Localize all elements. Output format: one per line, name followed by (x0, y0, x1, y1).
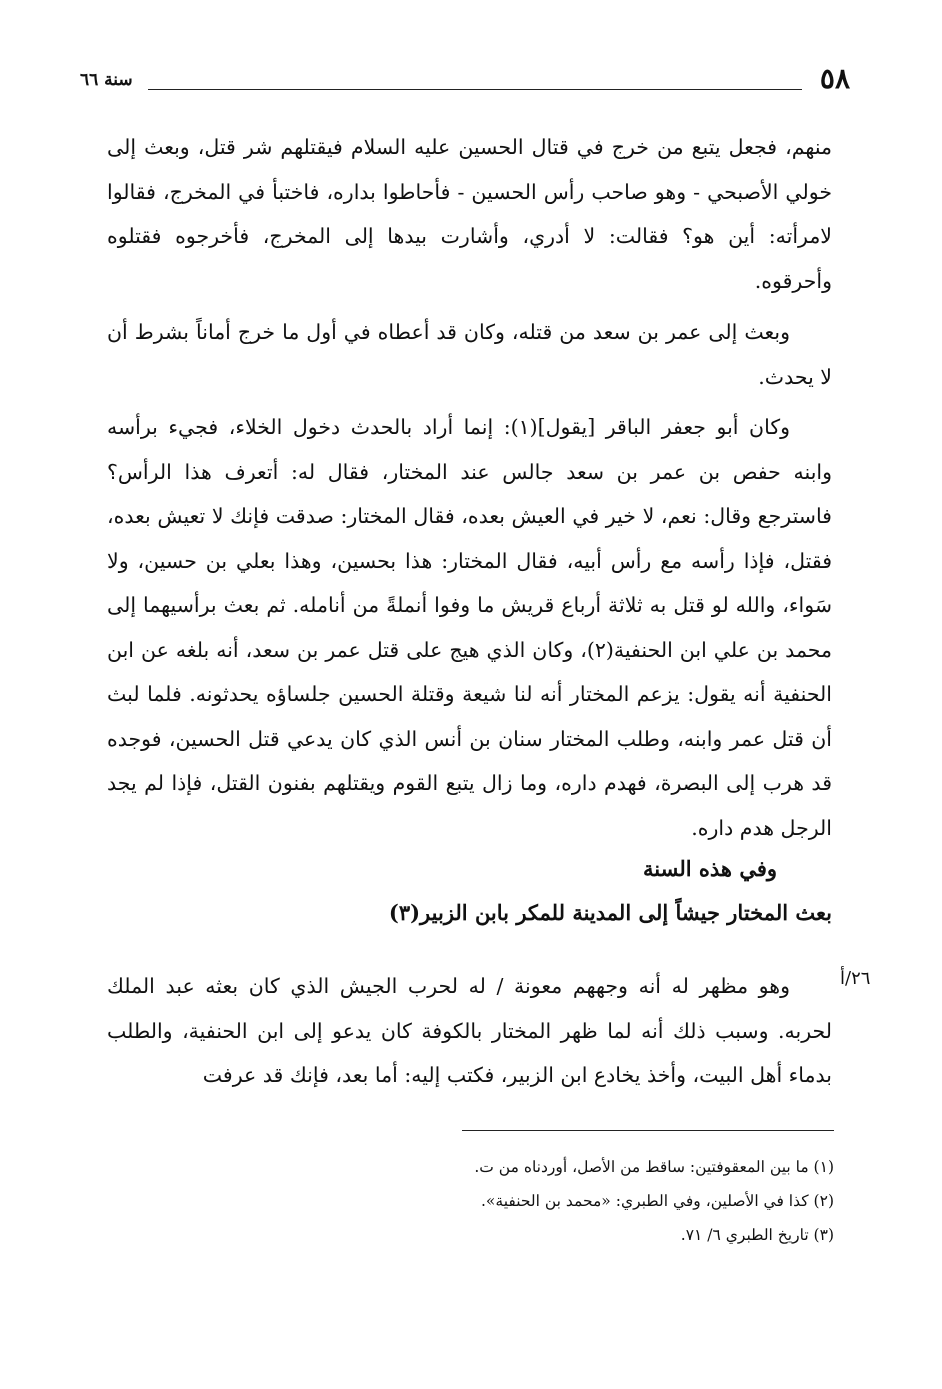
section-heading-title: بعث المختار جيشاً إلى المدينة للمكر بابن الزبير(٣) (388, 900, 832, 925)
paragraph-4: وهو مظهر له أنه وجههم معونة / له لحرب الجيش الذي كان بعثه عبد الملك لحربه. وسبب ذلك أنه لما ظهر المختار بالكوفة كان يدعو إلى ابن الحنفية، والطلب بدماء أهل البيت، وأخذ يخادع ابن الزبير، فكتب إليه: أما بعد، فإنك قد عرفت (107, 974, 832, 1087)
paragraph-1: منهم، فجعل يتبع من خرج في قتال الحسين عليه السلام فيقتلهم شر قتل، وبعث إلى خولي الأصبحي - وهو صاحب رأس الحسين - فأحاطوا بداره، فاختبأ في المخرج، فقالوا لامرأته: أين هو؟ فقالت: لا أدري، وأشارت بيدها إلى المخرج، فأخرجوه فقتلوه وأحرقوه. (107, 135, 832, 293)
page-number: ٥٨ (819, 62, 850, 95)
manuscript-folio-note: ٢٦/أ (840, 968, 871, 989)
paragraph-2: وبعث إلى عمر بن سعد من قتله، وكان قد أعطاه في أول ما خرج أماناً بشرط أن لا يحدث. (107, 320, 832, 389)
footnote-1: (١) ما بين المعقوفتين: ساقط من الأصل، أوردناه من ت. (474, 1158, 834, 1176)
header-rule (148, 89, 802, 90)
paragraph-3: وكان أبو جعفر الباقر [يقول](١): إنما أراد بالحدث دخول الخلاء، فجيء برأسه وابنه حفص بن عمر بن سعد جالس عند المختار، فقال له: أتعرف هذا الرأس؟ فاسترجع وقال: نعم، لا خير في العيش بعده، فقال المختار: صدقت فإنك لا تعيش بعده، فقتل، فإذا رأسه مع رأس أبيه، فقال المختار: هذا بحسين، وهذا بعلي بن حسين، ولا سَواء، والله لو قتل به ثلاثة أرباع قريش ما وفوا أنملةً من أنامله. ثم بعث برأسيهما إلى محمد بن علي ابن الحنفية(٢)، وكان الذي هيج على قتل عمر بن سعد، أنه بلغه عن ابن الحنفية أنه يقول: يزعم المختار أنه لنا شيعة وقتلة الحسين جلساؤه يحدثونه. فلما لبث أن قتل عمر وابنه، وطلب المختار سنان بن أنس الذي كان يدعي قتل الحسين، فوجده قد هرب إلى البصرة، فهدم داره، وما زال يتبع القوم ويقتلهم بفنون القتل، فإذا لم يجد الرجل هدم داره. (107, 415, 833, 840)
footnote-3: (٣) تاريخ الطبري ٦/ ٧١. (680, 1226, 834, 1244)
running-header-year: سنة ٦٦ (80, 70, 133, 90)
section-heading-year: وفي هذه السنة (643, 856, 777, 881)
footnote-2: (٢) كذا في الأصلين، وفي الطبري: «محمد بن الحنفية». (480, 1192, 834, 1210)
footnote-rule (462, 1130, 834, 1131)
